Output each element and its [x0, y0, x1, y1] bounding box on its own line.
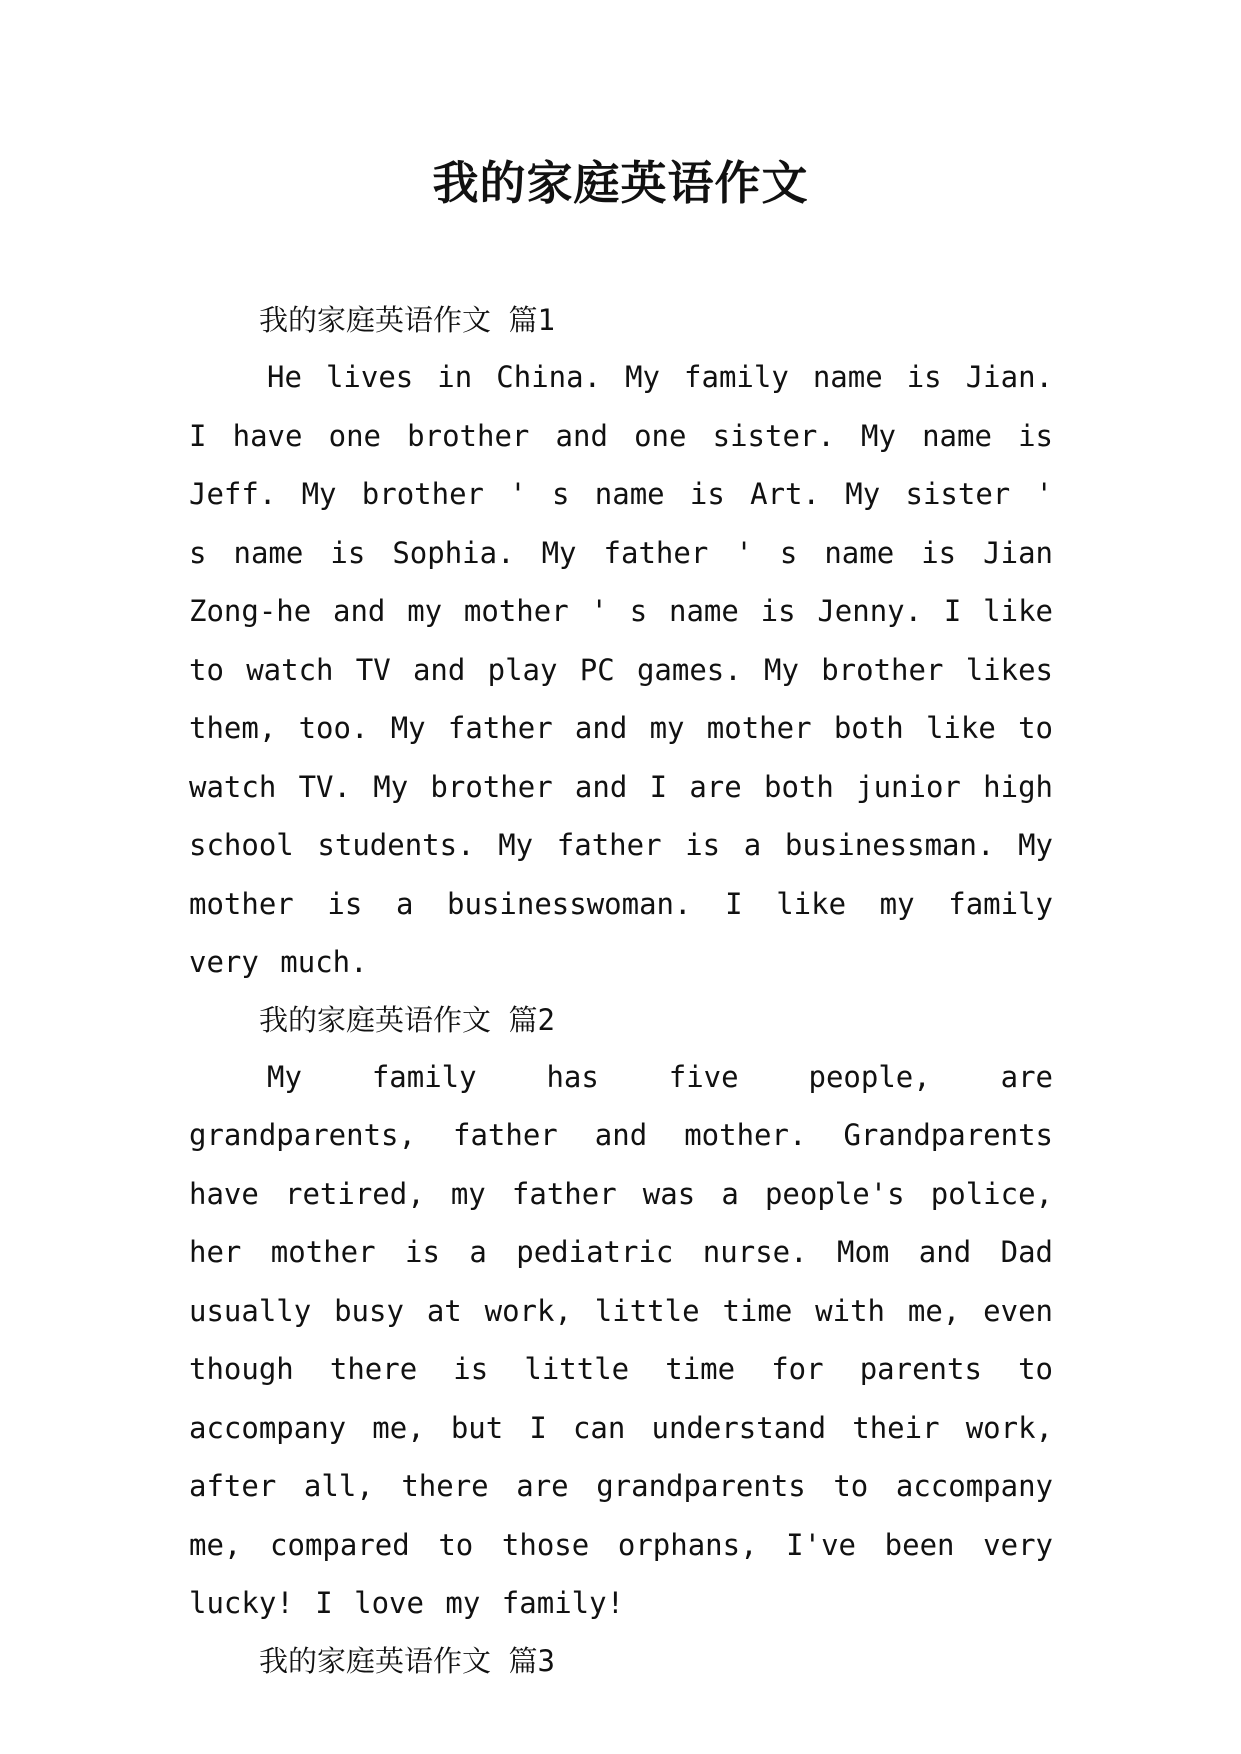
document-body	[189, 292, 1053, 1689]
section-paragraph-1: He lives in China. My family name is Jian. I have one brother and one sister. My name is Jeff. My brother ' s name is Art. My sister ' s name is Sophia. My father ' s name is Jian Zong-he and my mother ' s name is Jenny. I like to watch TV and play PC games. My brother likes them, too. My father and my mother both like to watch TV. My brother and I are both junior high school students. My father is a businessman. My mother is a businesswoman. I like my family very much.	[189, 360, 1053, 979]
section-heading-3: 我的家庭英语作文 篇3	[259, 1643, 555, 1678]
section-heading-1: 我的家庭英语作文 篇1	[259, 303, 555, 337]
document-title: 我的家庭英语作文	[432, 156, 809, 210]
section-heading-2: 我的家庭英语作文 篇2	[259, 1002, 555, 1037]
section-paragraph-2: My family has five people, are grandparents, father and mother. Grandparents have retired, my father was a people's police, her mother is a pediatric nurse. Mom and Dad usually busy at work, little time with me, even though there is little time for parents to accompany me, but I can understand their work, after all, there are grandparents to accompany me, compared to those orphans, I've been very lucky! I love my family!	[189, 1059, 1053, 1620]
